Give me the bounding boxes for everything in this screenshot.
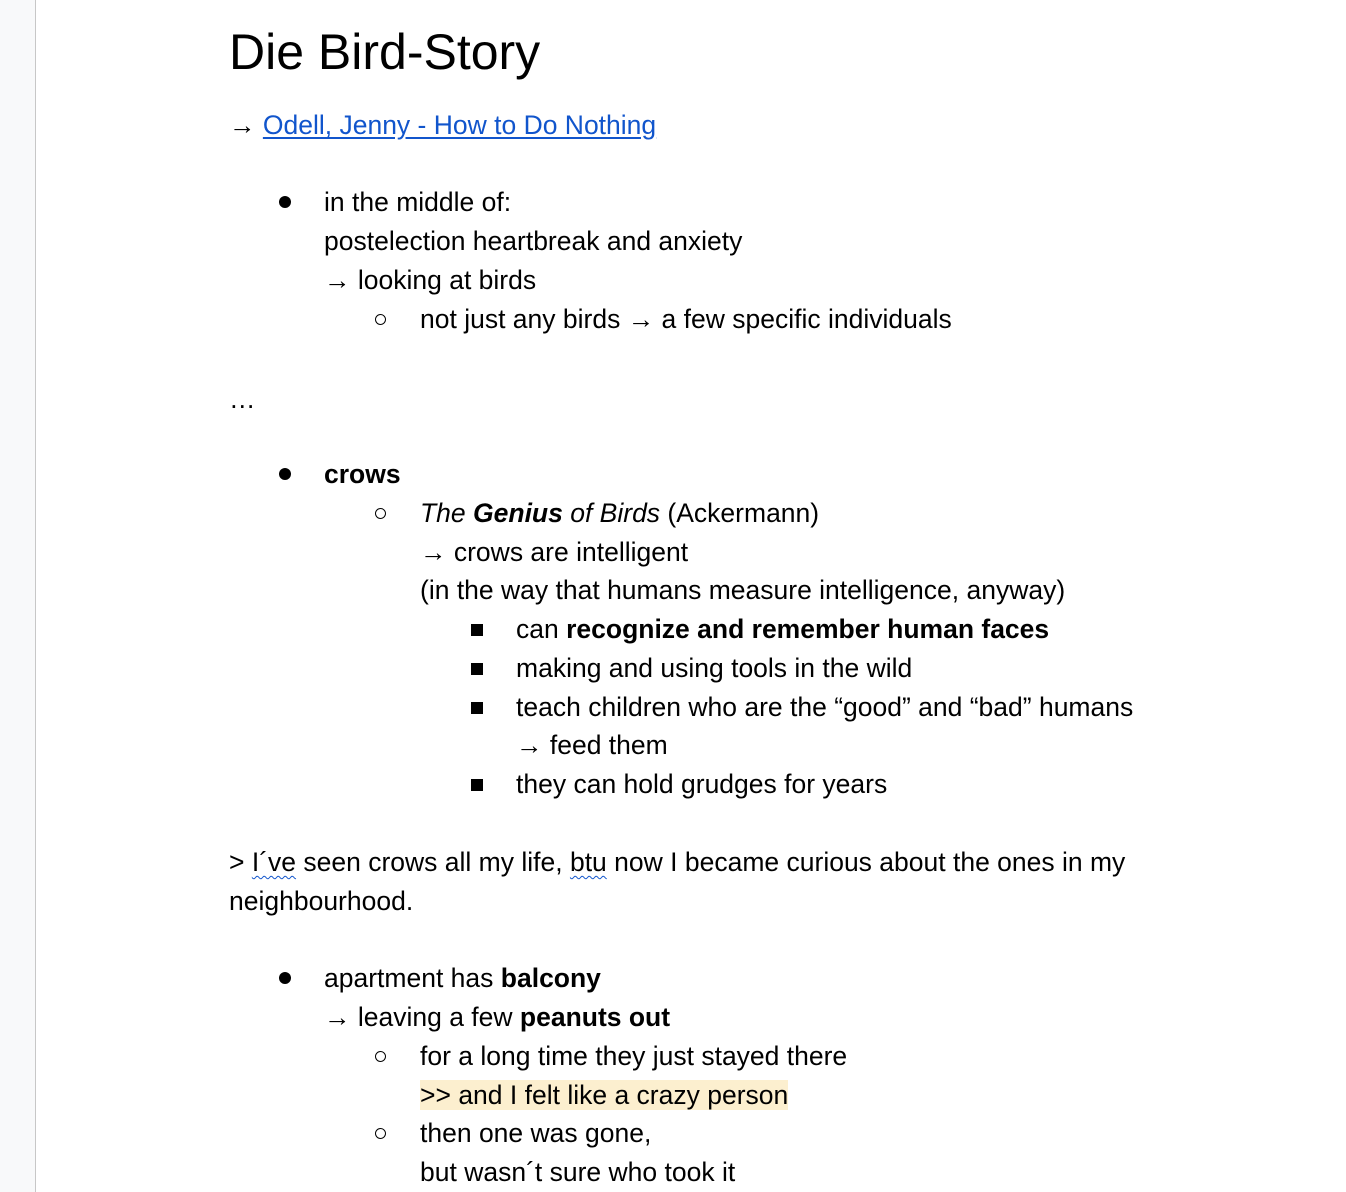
- bullet-icon: [279, 196, 291, 208]
- list-item-bold: balcony: [500, 963, 601, 993]
- spellcheck-word[interactable]: btu: [569, 847, 607, 877]
- spellcheck-word[interactable]: I´ve: [251, 847, 297, 877]
- square-bullet-icon: [471, 663, 483, 675]
- list-item-text: can: [516, 614, 567, 644]
- list-item: teach children who are the “good” and “bad” humans: [516, 692, 1134, 722]
- quote-paragraph: [229, 843, 1125, 882]
- list-item-text: → looking at birds: [324, 265, 537, 295]
- doc-title: Die Bird-Story: [229, 24, 541, 80]
- list-item: [324, 998, 670, 1037]
- circle-bullet-icon: [375, 508, 386, 519]
- list-item: they can hold grudges for years: [516, 769, 888, 799]
- list-item-text: → crows are intelligent: [420, 537, 689, 567]
- square-bullet-icon: [471, 779, 483, 791]
- list-item-bold: recognize and remember human faces: [566, 614, 1050, 644]
- list-item: [516, 610, 1049, 649]
- list-item-text: apartment has: [324, 963, 501, 993]
- book-title-genius: Genius: [473, 498, 563, 528]
- list-item-text: (in the way that humans measure intelligence, anyway): [420, 575, 1066, 605]
- highlighted-text: [420, 1076, 788, 1115]
- arrow-text: →: [229, 110, 256, 140]
- list-item-text: → feed them: [516, 730, 668, 760]
- bullet-icon: [279, 972, 291, 984]
- source-line: [229, 106, 656, 145]
- book-title-the: The: [420, 498, 474, 528]
- source-link[interactable]: Odell, Jenny - How to Do Nothing: [262, 110, 657, 140]
- list-item: making and using tools in the wild: [516, 653, 913, 683]
- list-item-text: postelection heartbreak and anxiety: [324, 226, 743, 256]
- left-margin: [0, 0, 36, 1192]
- book-title-rest: of Birds: [562, 498, 661, 528]
- sub-list-item: then one was gone,: [420, 1118, 652, 1148]
- circle-bullet-icon: [375, 1051, 386, 1062]
- circle-bullet-icon: [375, 314, 386, 325]
- square-bullet-icon: [471, 702, 483, 714]
- list-item-bold: peanuts out: [519, 1002, 671, 1032]
- quote-text: >: [229, 847, 252, 877]
- ellipsis: …: [229, 384, 256, 414]
- book-author: (Ackermann): [660, 498, 820, 528]
- circle-bullet-icon: [375, 1128, 386, 1139]
- list-item: in the middle of:: [324, 187, 512, 217]
- bullet-icon: [279, 468, 291, 480]
- book-reference: [420, 494, 819, 533]
- list-item: [324, 959, 601, 998]
- square-bullet-icon: [471, 624, 483, 636]
- list-item-text: but wasn´t sure who took it: [420, 1157, 736, 1187]
- sub-list-item: not just any birds → a few specific individuals: [420, 304, 952, 334]
- highlight: >> and I felt like a crazy person: [420, 1080, 789, 1110]
- list-item-text: → leaving a few: [324, 1002, 520, 1032]
- quote-text: now I became curious about the ones in my: [606, 847, 1126, 877]
- crows-heading: crows: [324, 459, 401, 489]
- quote-text: seen crows all my life,: [296, 847, 570, 877]
- sub-list-item: for a long time they just stayed there: [420, 1041, 848, 1071]
- quote-text: neighbourhood.: [229, 886, 414, 916]
